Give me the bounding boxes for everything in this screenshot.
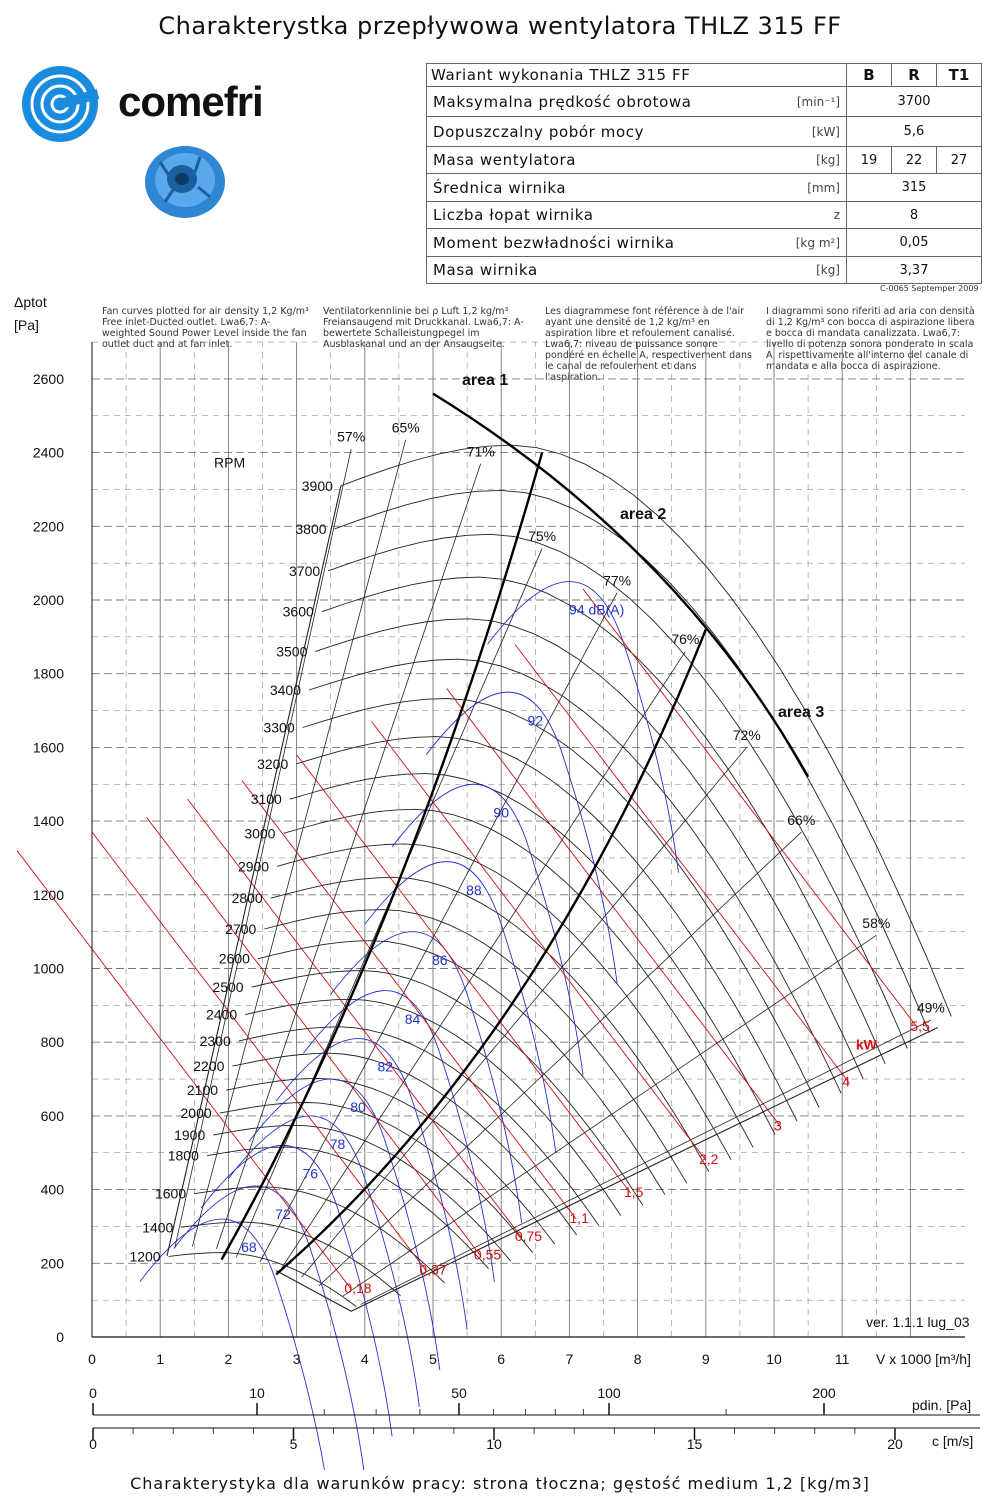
rpm-curve-label: 1200 — [129, 1248, 161, 1265]
y-tick-label: 1800 — [32, 665, 64, 682]
y-tick-label: 2000 — [32, 592, 64, 608]
rpm-curve-label: 1900 — [174, 1126, 206, 1143]
pdin-tick-label: 100 — [597, 1385, 621, 1401]
efficiency-label: 72% — [732, 727, 761, 744]
y-tick-label: 1400 — [32, 813, 64, 830]
c-tick-label: 0 — [89, 1436, 97, 1452]
spec-header-row — [427, 64, 982, 87]
rpm-curve-label: 3800 — [295, 520, 327, 537]
power-label: 5,5 — [910, 1018, 930, 1035]
note-en: Fan curves plotted for air density 1,2 Kg/m³ Free inlet-Ducted outlet. Lwa6,7: A-weighted Sound Power Level inside the fan outlet duct and at fan inlet. — [102, 306, 309, 350]
x-tick-label: 10 — [766, 1351, 782, 1367]
note-it: I diagrammi sono riferiti ad aria con densità di 1,2 Kg/m³ con bocca di aspirazione libera e bocca di mandata canalizzata. Lwa6,7: livello di potenza sonora ponderato in scala A, rispettivamente all'interno del canale di mandata e alla bocca di aspirazione. — [766, 306, 975, 372]
c-axis-label: c [m/s] — [932, 1433, 974, 1449]
area-3-label: area 3 — [778, 704, 825, 721]
c-tick-label: 20 — [887, 1436, 903, 1452]
variant-t1: T1 — [937, 64, 982, 87]
rpm-curve-label: 1400 — [142, 1219, 174, 1236]
spec-row-blades: Liczba łopat wirnika z 8 — [427, 202, 982, 229]
power-curve — [147, 817, 481, 1256]
rpm-curve-label: 2800 — [231, 890, 263, 907]
power-curve — [447, 688, 781, 1127]
rpm-curve — [341, 445, 951, 1016]
x-tick-label: 3 — [292, 1351, 301, 1367]
power-label: 0,37 — [419, 1261, 447, 1278]
sound-level-label: 76 — [302, 1165, 319, 1182]
rpm-curve-label: 3600 — [282, 603, 314, 620]
kw-label: kW — [855, 1036, 877, 1053]
x-tick-label: 0 — [88, 1351, 96, 1367]
y-tick-label: 0 — [56, 1329, 64, 1345]
version-label: ver. 1.1.1 lug_03 — [866, 1314, 970, 1330]
y-axis-unit: [Pa] — [14, 317, 39, 333]
rpm-curve-label: 2600 — [218, 950, 250, 967]
sound-level-curve — [426, 692, 617, 983]
sound-level-curve — [365, 862, 556, 1153]
y-tick-label: 2600 — [32, 370, 64, 387]
area-1-label: area 1 — [462, 372, 509, 389]
sound-level-label: 92 — [527, 712, 544, 729]
sound-level-curve — [249, 1079, 440, 1370]
x-tick-label: 9 — [701, 1351, 710, 1367]
variant-r: R — [892, 64, 937, 87]
area-2-label: area 2 — [620, 506, 667, 523]
power-label: 1,1 — [569, 1209, 589, 1226]
y-tick-label: 1600 — [32, 739, 64, 756]
fan-chart — [0, 290, 1000, 1470]
efficiency-line — [302, 747, 747, 1277]
sound-level-label: 90 — [493, 804, 509, 821]
rpm-curve-label: 3000 — [244, 825, 276, 842]
rpm-curve-label: 3900 — [301, 477, 333, 494]
efficiency-label: 66% — [787, 811, 816, 828]
spec-row-fan-mass: Masa wentylatora [kg] 19 22 27 — [427, 147, 982, 174]
y-tick-label: 600 — [40, 1107, 64, 1124]
efficiency-label: 76% — [671, 631, 700, 648]
spec-table — [426, 63, 982, 284]
pdin-tick-label: 50 — [451, 1385, 467, 1401]
power-curve — [242, 781, 576, 1223]
rpm-curve-label: 3100 — [250, 791, 282, 808]
area-separator-1 — [222, 453, 543, 1260]
c-tick-label: 5 — [289, 1436, 298, 1452]
pdin-axis-label: pdin. [Pa] — [912, 1397, 972, 1413]
y-tick-label: 1000 — [32, 960, 64, 977]
sound-level-label: 82 — [377, 1058, 394, 1075]
rpm-curve — [264, 910, 687, 1184]
efficiency-label: 75% — [528, 528, 557, 545]
rpm-label: RPM — [214, 454, 246, 471]
y-tick-label: 2200 — [32, 518, 64, 535]
power-label: 0,18 — [344, 1279, 372, 1296]
doc-code: C-0065 Septemper 2009 — [880, 284, 979, 293]
power-label: 4 — [842, 1073, 850, 1090]
x-tick-label: 8 — [633, 1351, 642, 1367]
y-axis-label: Δptot — [14, 294, 47, 310]
efficiency-line — [260, 593, 617, 1262]
spec-row-inertia: Moment bezwładności wirnika [kg m²] 0,05 — [427, 229, 982, 257]
comefri-logo-icon — [18, 64, 108, 154]
efficiency-label: 65% — [391, 419, 420, 436]
efficiency-label: 49% — [916, 999, 945, 1016]
x-tick-label: 2 — [224, 1351, 233, 1367]
efficiency-label: 58% — [862, 914, 891, 931]
y-tick-label: 2400 — [32, 444, 64, 461]
rpm-curve-label: 1600 — [154, 1185, 187, 1202]
spec-row-max-speed: Maksymalna prędkość obrotowa [min⁻¹] 3700 — [427, 87, 982, 117]
efficiency-label: 77% — [603, 572, 632, 589]
right-boundary — [276, 1027, 938, 1311]
x-tick-label: 6 — [497, 1351, 506, 1367]
chart-title: Charakterystka przepływowa wentylatora THLZ 315 FF — [158, 12, 842, 40]
c-tick-label: 10 — [486, 1436, 502, 1452]
rpm-curve-label: 3700 — [289, 562, 321, 579]
power-label: 0,75 — [514, 1228, 543, 1245]
spec-row-diameter: Średnica wirnika [mm] 315 — [427, 174, 982, 202]
rpm-curve-label: 2300 — [199, 1032, 231, 1049]
rpm-curve-label: 1800 — [167, 1147, 199, 1164]
y-tick-label: 1200 — [32, 886, 64, 903]
x-axis-label: V x 1000 [m³/h] — [876, 1351, 971, 1367]
variant-b: B — [847, 64, 892, 87]
y-tick-label: 400 — [40, 1181, 64, 1198]
rpm-curve-label: 2900 — [237, 858, 270, 875]
rpm-curve-label: 3300 — [263, 719, 295, 736]
rpm-curve-label: 2400 — [206, 1006, 238, 1023]
rpm-curve-label: 2500 — [212, 979, 244, 996]
y-tick-label: 200 — [40, 1255, 64, 1272]
sound-level-label: 68 — [241, 1239, 257, 1256]
chart-grid — [92, 342, 965, 1337]
rpm-curve — [335, 490, 930, 1035]
efficiency-line — [282, 652, 685, 1268]
fan-impeller-image — [140, 132, 230, 222]
power-curve — [17, 851, 351, 1290]
x-tick-label: 11 — [834, 1351, 850, 1367]
sound-level-label: 94 dB(A) — [569, 601, 625, 618]
rpm-curve-label: 3500 — [276, 643, 308, 660]
rpm-curve — [277, 844, 731, 1160]
sound-level-label: 78 — [329, 1136, 346, 1153]
rpm-curve-label: 2000 — [180, 1105, 212, 1122]
rpm-curve-label: 2700 — [225, 921, 257, 938]
efficiency-label: 57% — [337, 428, 366, 445]
x-tick-label: 5 — [429, 1351, 437, 1367]
sound-level-label: 88 — [466, 881, 482, 898]
variant-label: Wariant wykonania THLZ 315 FF — [427, 64, 847, 87]
sound-level-label: 80 — [350, 1099, 366, 1116]
rpm-curve-label: 2100 — [186, 1082, 219, 1099]
rpm-curve-label: 2200 — [193, 1058, 225, 1075]
y-tick-label: 800 — [40, 1034, 64, 1051]
sound-level-label: 84 — [404, 1010, 421, 1027]
power-curve — [372, 722, 706, 1161]
spec-row-power: Dopuszczalny pobór mocy [kW] 5,6 — [427, 117, 982, 147]
x-tick-label: 7 — [565, 1351, 574, 1367]
pdin-tick-label: 0 — [89, 1385, 97, 1401]
footer-note: Charakterystyka dla warunków pracy: strona tłoczna; gęstość medium 1,2 [kg/m3] — [130, 1474, 870, 1493]
brand-name: comefri — [118, 78, 263, 125]
power-label: 3 — [774, 1117, 782, 1134]
note-fr: Les diagrammese font référence à de l'air ayant une densité de 1,2 kg/m³ en aspiration libre et refoulement canalisé. Lwa6,7: niveau de puissance sonore pondéré en échelle A, respectivement dans le canal de refoulement et dans l'aspiration. — [545, 306, 752, 383]
power-label: 2,2 — [698, 1150, 719, 1167]
spec-row-impeller-mass: Masa wirnika [kg] 3,37 — [427, 257, 982, 284]
pdin-tick-label: 200 — [812, 1385, 836, 1401]
sound-level-label: 72 — [275, 1206, 291, 1223]
x-tick-label: 4 — [360, 1351, 369, 1367]
sound-level-label: 86 — [432, 951, 448, 968]
efficiency-label: 71% — [466, 443, 495, 460]
rpm-curve-label: 3200 — [257, 755, 289, 772]
c-tick-label: 15 — [686, 1436, 703, 1452]
rpm-curve — [290, 774, 775, 1135]
note-de: Ventilatorkennlinie bei ρ Luft 1,2 kg/m³ Freiansaugend mit Druckkanal. Lwa6,7: A-bewertete Schalleistungpegel im Ausblaskanal und an der Ansaugseite. — [323, 306, 524, 350]
power-label: 0,55 — [473, 1246, 502, 1263]
rpm-curve-label: 3400 — [269, 682, 302, 699]
sound-level-curve — [488, 582, 679, 873]
x-tick-label: 1 — [156, 1351, 165, 1367]
sound-level-curve — [140, 1219, 331, 1470]
sound-level-curve — [174, 1186, 365, 1470]
power-label: 1,5 — [623, 1183, 644, 1200]
pdin-tick-label: 10 — [249, 1385, 265, 1401]
